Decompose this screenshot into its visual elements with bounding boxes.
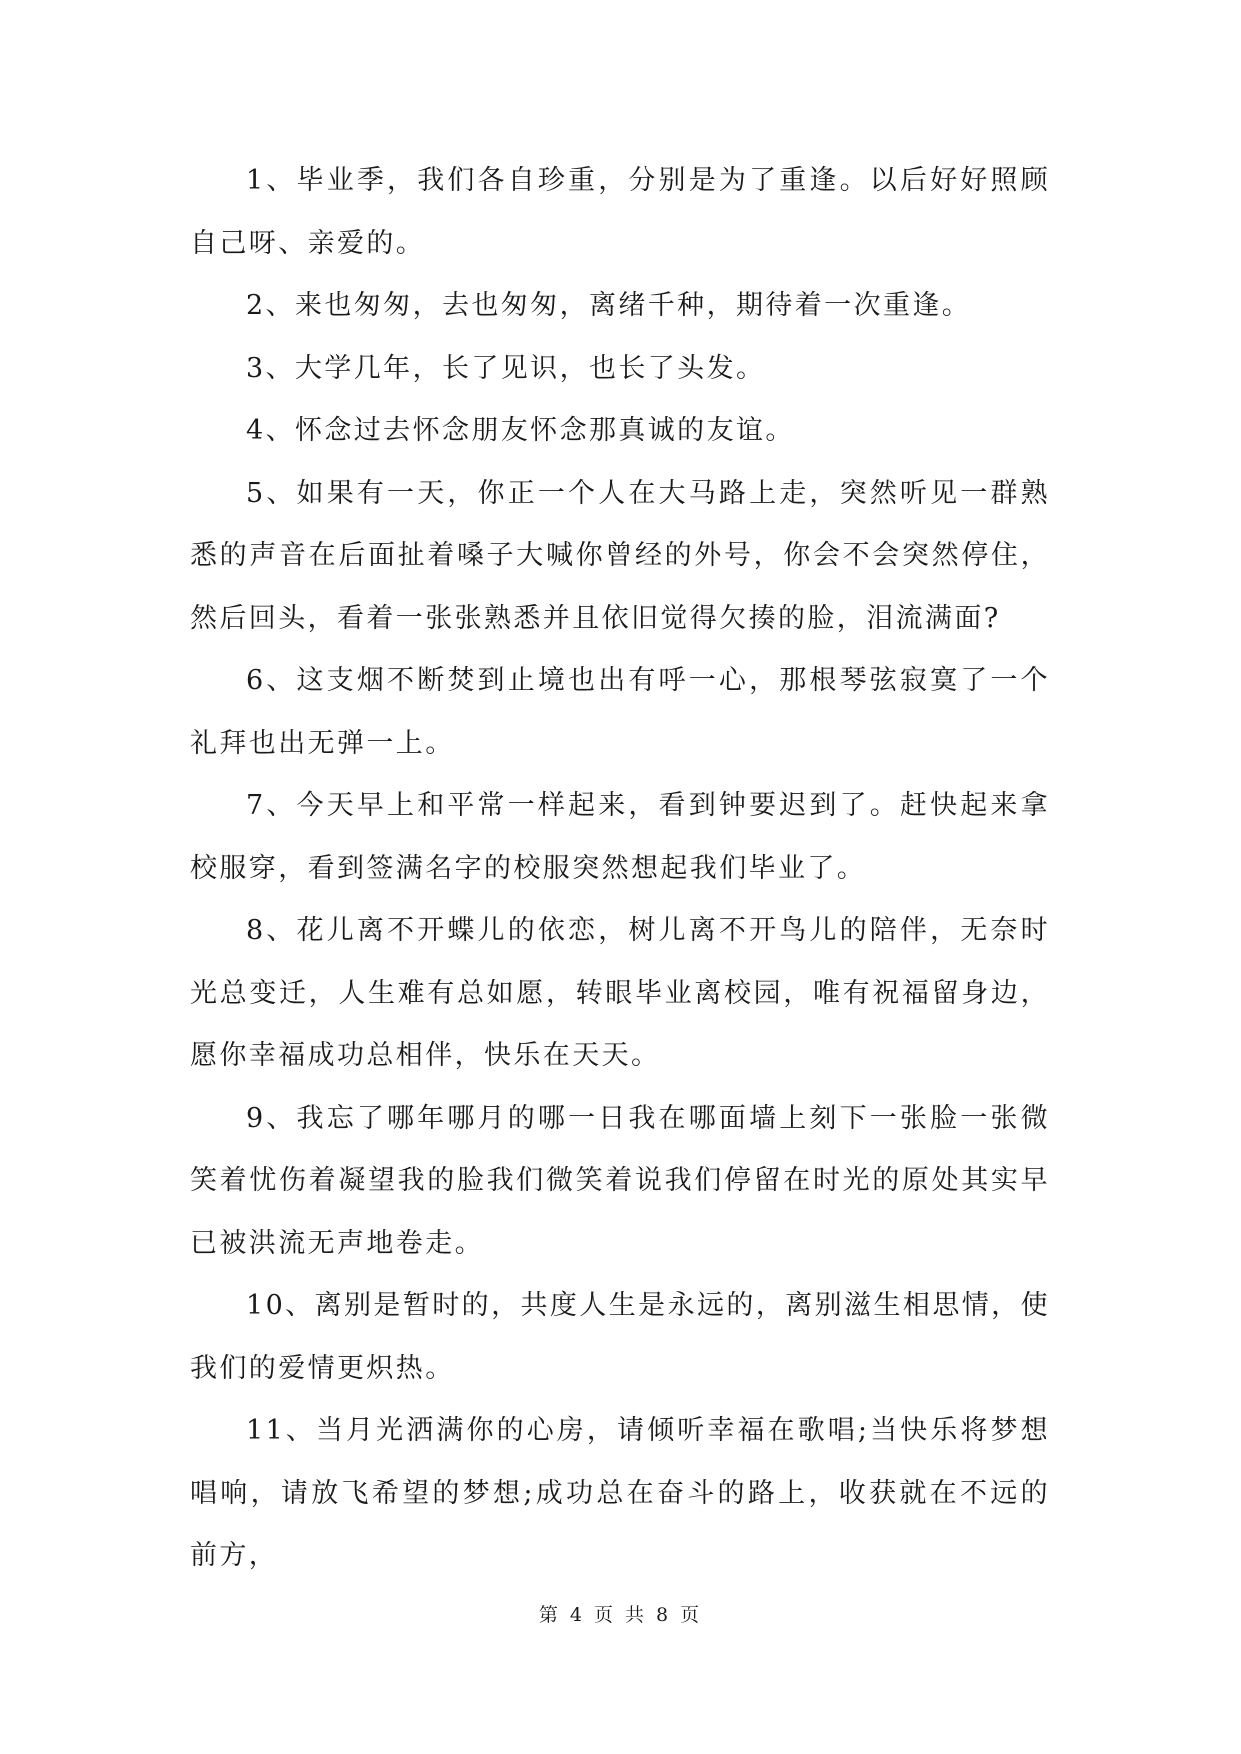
paragraph-3: 3、大学几年，长了见识，也长了头发。 [246, 352, 766, 384]
paragraph-6: 6、这支烟不断焚到止境也出有呼一心，那根琴弦寂寞了一个礼拜也出无弹一上。 [190, 665, 1050, 759]
paragraph-5: 5、如果有一天，你正一个人在大马路上走，突然听见一群熟悉的声音在后面扯着嗓子大喊你曾经的外号，你会不会突然停住，然后回头，看着一张张熟悉并且依旧觉得欠揍的脸，泪流满面? [190, 477, 1050, 634]
paragraph-1: 1、毕业季，我们各自珍重，分别是为了重逢。以后好好照顾自己呀、亲爱的。 [190, 165, 1050, 259]
document-body [190, 150, 1050, 1588]
paragraph-7: 7、今天早上和平常一样起来，看到钟要迟到了。赶快起来拿校服穿，看到签满名字的校服突然想起我们毕业了。 [190, 790, 1050, 884]
paragraph-10: 10、离别是暂时的，共度人生是永远的，离别滋生相思情，使我们的爱情更炽热。 [190, 1290, 1050, 1384]
paragraph-9: 9、我忘了哪年哪月的哪一日我在哪面墙上刻下一张脸一张微笑着忧伤着凝望我的脸我们微笑着说我们停留在时光的原处其实早已被洪流无声地卷走。 [190, 1102, 1050, 1259]
page-number-footer: 第 4 页 共 8 页 [538, 1604, 703, 1626]
paragraph-4: 4、怀念过去怀念朋友怀念那真诚的友谊。 [246, 415, 795, 446]
paragraph-8: 8、花儿离不开蝶儿的依恋，树儿离不开鸟儿的陪伴，无奈时光总变迁，人生难有总如愿，转眼毕业离校园，唯有祝福留身边，愿你幸福成功总相伴，快乐在天天。 [190, 915, 1050, 1071]
paragraph-2: 2、来也匆匆，去也匆匆，离绪千种，期待着一次重逢。 [246, 290, 972, 321]
paragraph-11: 11、当月光洒满你的心房，请倾听幸福在歌唱;当快乐将梦想唱响，请放飞希望的梦想;成功总在奋斗的路上，收获就在不远的前方， [190, 1415, 1050, 1571]
